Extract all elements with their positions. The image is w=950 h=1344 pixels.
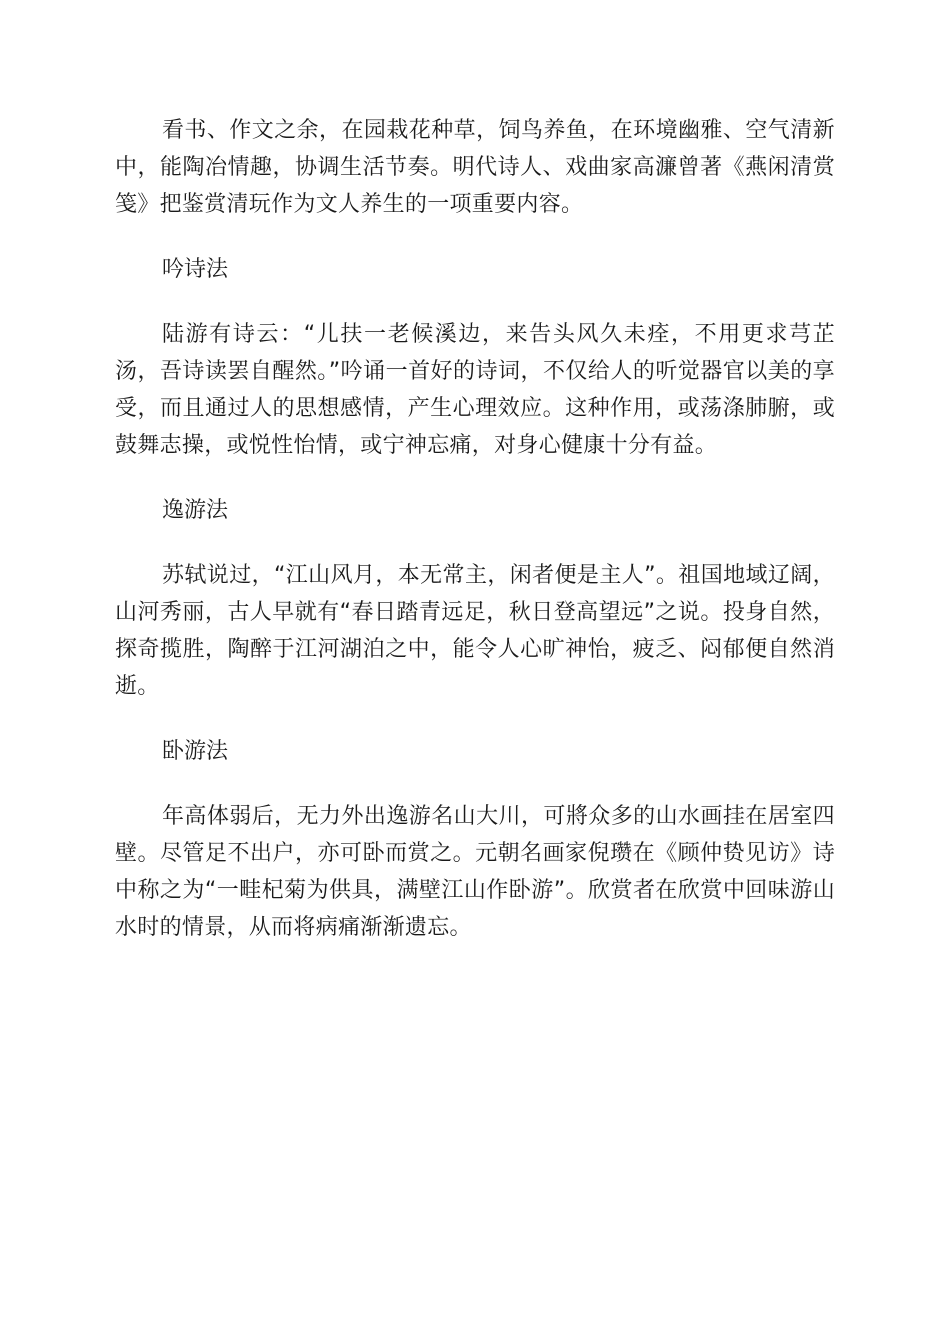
- section-heading-leisure-travel: 逸游法: [162, 498, 229, 523]
- section-heading-poetry-recital: 吟诗法: [162, 257, 229, 282]
- section-heading-armchair-travel: 卧游法: [162, 739, 229, 764]
- paragraph-poetry-recital: 陆游有诗云：“儿扶一老候溪边，来告头风久未痊，不用更求芎芷汤，吾诗读罢自醒然。”吟诵一首好的诗词，不仅给人的听觉器官以美的享受，而且通过人的思想感情，产生心理效应。这种作用，或荡涤肺腑，或鼓舞志操，或悦性怡情，或宁神忘痛，对身心健康十分有益。: [115, 322, 835, 458]
- paragraph-leisure-travel: 苏轼说过，“江山风月，本无常主，闲者便是主人”。祖国地域辽阔，山河秀丽，古人早就有“春日踏青远足，秋日登高望远”之说。投身自然，探奇揽胜，陶醉于江河湖泊之中，能令人心旷神怡，疲乏、闷郁便自然消逝。: [115, 563, 835, 699]
- paragraph-armchair-travel: 年高体弱后，无力外出逸游名山大川，可將众多的山水画挂在居室四壁。尽管足不出户，亦可卧而赏之。元朝名画家倪瓒在《顾仲贽见访》诗中称之为“一畦杞菊为供具，满壁江山作卧游”。欣赏者在欣赏中回味游山水时的情景，从而将病痛渐渐遗忘。: [115, 804, 835, 940]
- document-body: [115, 112, 835, 974]
- paragraph-leisure-intro: 看书、作文之余，在园栽花种草，饲鸟养鱼，在环境幽雅、空气清新中，能陶冶情趣，协调生活节奏。明代诗人、戏曲家高濂曾著《燕闲清赏笺》把鉴赏清玩作为文人养生的一项重要内容。: [115, 118, 835, 217]
